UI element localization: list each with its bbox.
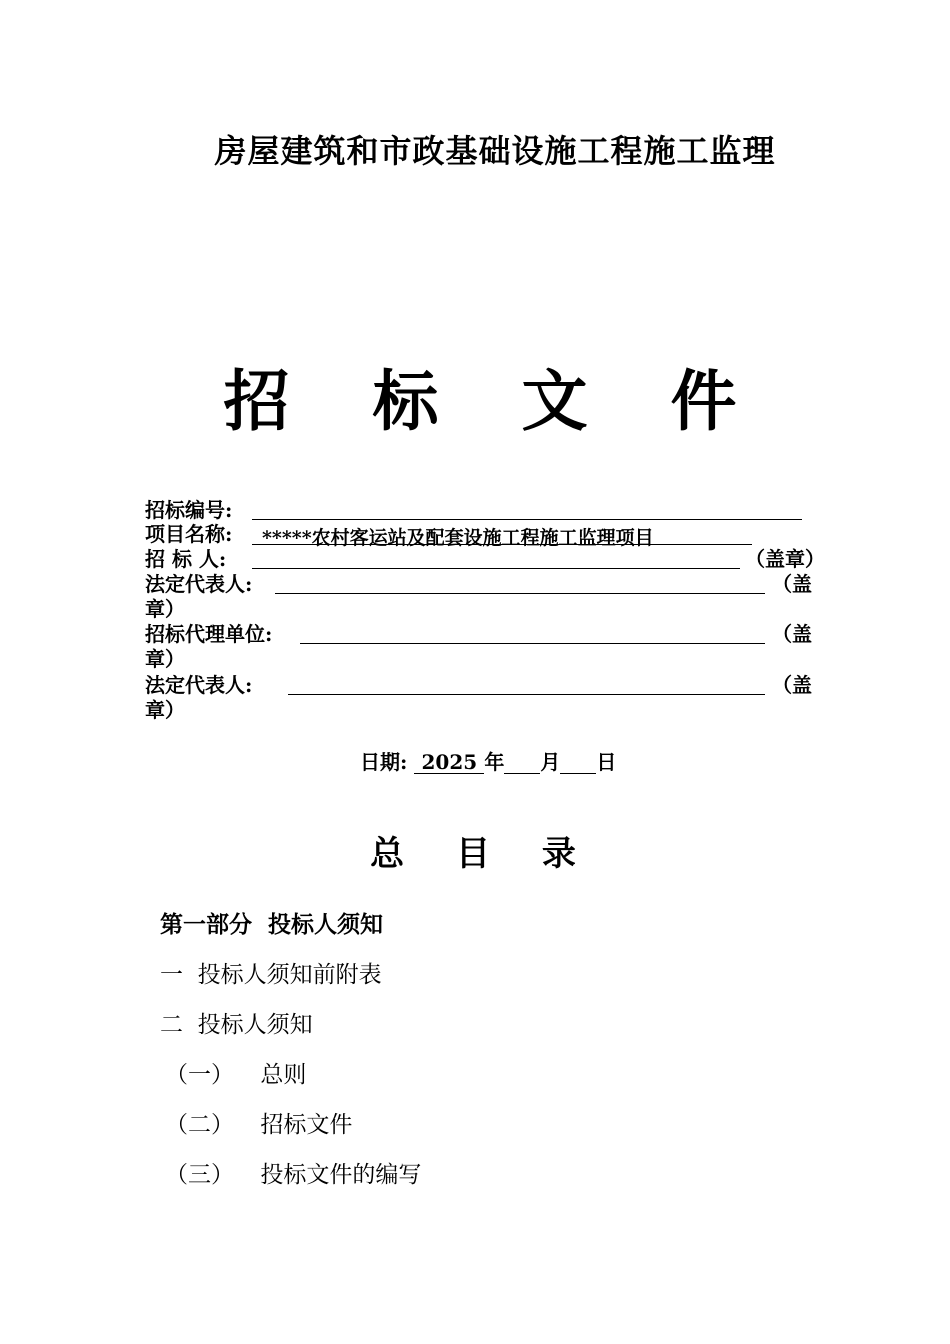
- bid-number-field: [145, 498, 232, 522]
- document-subtitle: 房屋建筑和市政基础设施工程施工监理: [214, 132, 776, 170]
- agency-underline: [300, 643, 765, 644]
- toc-item: [165, 1106, 352, 1139]
- toc-item-label: 投标人须知: [197, 1012, 313, 1038]
- project-name-underline: [252, 544, 752, 545]
- legal-rep-seal-top: （盖: [772, 572, 812, 596]
- date-line: [360, 746, 616, 775]
- legal-rep-label: 法定代表人:: [145, 572, 253, 596]
- toc-item-label: 投标人须知前附表: [197, 962, 382, 988]
- date-month-unit: 月: [540, 750, 561, 774]
- bid-number-underline: [252, 519, 802, 520]
- toc-item-label: 招标文件: [260, 1112, 353, 1138]
- toc-item: [165, 1156, 421, 1189]
- project-name-label: 项目名称:: [145, 522, 233, 546]
- legal-rep-seal-bottom: 章）: [145, 597, 185, 621]
- tenderer-field: [145, 547, 226, 571]
- agency-seal-bottom: 章）: [145, 647, 185, 671]
- toc-item-number: 二: [160, 1012, 183, 1038]
- date-day-blank: [560, 751, 596, 774]
- tenderer-underline: [252, 568, 740, 569]
- toc-item-number: （三）: [165, 1162, 234, 1188]
- toc-title: 总 目 录: [370, 834, 596, 874]
- date-day-unit: 日: [596, 750, 617, 774]
- tenderer-label: 招 标 人:: [145, 547, 227, 571]
- toc-item: [160, 906, 383, 939]
- legal-rep2-seal-bottom: 章）: [145, 698, 185, 722]
- legal-rep2-underline: [288, 694, 765, 695]
- date-year: 2025: [414, 751, 484, 774]
- toc-item-number: （一）: [165, 1062, 234, 1088]
- document-title: 招 标 文 件: [223, 362, 767, 440]
- toc-item: [165, 1056, 306, 1089]
- toc-item: [160, 1006, 313, 1039]
- agency-label: 招标代理单位:: [145, 622, 273, 646]
- project-name-field: [145, 522, 232, 546]
- date-label: 日期:: [360, 750, 408, 774]
- agency-seal-top: （盖: [772, 622, 812, 646]
- date-year-unit: 年: [484, 750, 505, 774]
- tenderer-seal: （盖章）: [745, 547, 825, 571]
- date-month-blank: [504, 751, 540, 774]
- legal-rep2-seal-top: （盖: [772, 673, 812, 697]
- toc-item-label: 投标人须知: [268, 912, 384, 938]
- toc-item-label: 投标文件的编写: [260, 1162, 422, 1188]
- legal-rep2-field: [145, 673, 252, 697]
- bid-number-label: 招标编号:: [145, 498, 233, 522]
- toc-item: [160, 956, 382, 989]
- toc-item-number: （二）: [165, 1112, 234, 1138]
- toc-item-number: 第一部分: [160, 912, 252, 938]
- legal-rep-underline: [275, 593, 765, 594]
- toc-item-number: 一: [160, 962, 183, 988]
- agency-field: [145, 622, 272, 646]
- project-name-value: *****农村客运站及配套设施工程施工监理项目: [262, 527, 654, 549]
- legal-rep2-label: 法定代表人:: [145, 673, 253, 697]
- toc-item-label: 总则: [260, 1062, 307, 1088]
- legal-rep-field: [145, 572, 252, 596]
